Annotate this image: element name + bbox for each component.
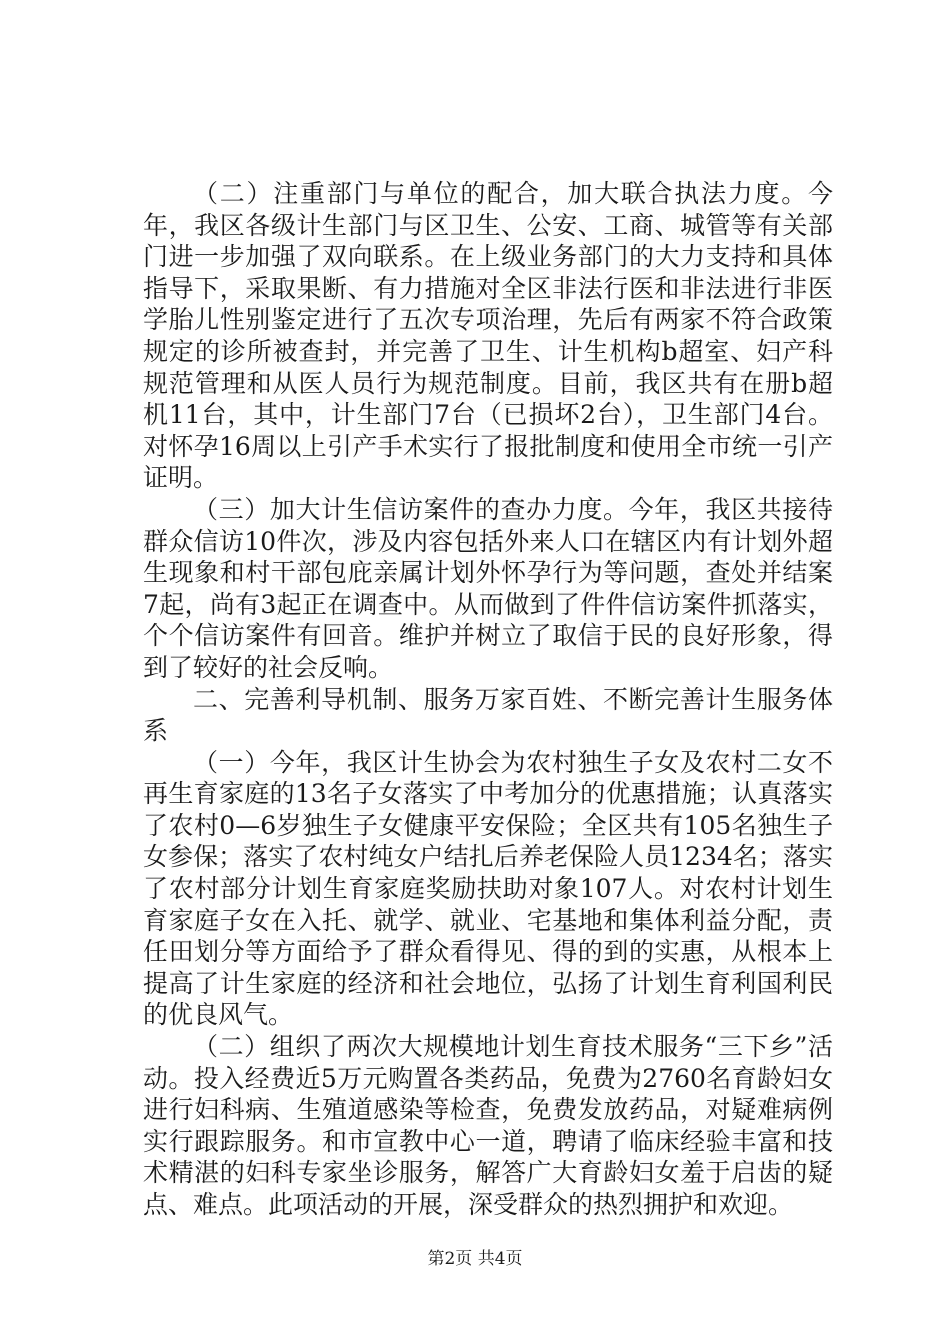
paragraph-coordination: （二）注重部门与单位的配合，加大联合执法力度。今年，我区各级计生部门与区卫生、公安、工商、城管等有关部门进一步加强了双向联系。在上级业务部门的大力支持和具体指导下，采取果断、有力措施对全区非法行医和非法进行非医学胎儿性别鉴定进行了五次专项治理，先后有两家不符合政策规定的诊所被查封，并完善了卫生、计生机构b超室、妇产科规范管理和从医人员行为规范制度。目前，我区共有在册b超机11台，其中，计生部门7台（已损坏2台），卫生部门4台。对怀孕16周以上引产手术实行了报批制度和使用全市统一引产证明。: [143, 179, 833, 493]
document-body: [143, 178, 833, 1221]
page-number-footer: 第2页 共4页: [427, 1249, 523, 1269]
paragraph-three-to-countryside: （二）组织了两次大规模地计划生育技术服务“三下乡”活动。投入经费近5万元购置各类药品，免费为2760名育龄妇女进行妇科病、生殖道感染等检查，免费发放药品，对疑难病例实行跟踪服务。和市宣教中心一道，聘请了临床经验丰富和技术精湛的妇科专家坐诊服务，解答广大育龄妇女羞于启齿的疑点、难点。此项活动的开展，深受群众的热烈拥护和欢迎。: [143, 1032, 833, 1219]
paragraph-incentives: （一）今年，我区计生协会为农村独生子女及农村二女不再生育家庭的13名子女落实了中考加分的优惠措施；认真落实了农村0—6岁独生子女健康平安保险；全区共有105名独生子女参保；落实了农村纯女户结扎后养老保险人员1234名；落实了农村部分计划生育家庭奖励扶助对象107人。对农村计划生育家庭子女在入托、就学、就业、宅基地和集体利益分配，责任田划分等方面给予了群众看得见、得的到的实惠，从根本上提高了计生家庭的经济和社会地位，弘扬了计划生育利国利民的优良风气。: [143, 747, 833, 1030]
paragraph-petitions: （三）加大计生信访案件的查办力度。今年，我区共接待群众信访10件次，涉及内容包括外来人口在辖区内有计划外超生现象和村干部包庇亲属计划外怀孕行为等问题，查处并结案7起，尚有3起正在调查中。从而做到了件件信访案件抓落实，个个信访案件有回音。维护并树立了取信于民的良好形象，得到了较好的社会反响。: [143, 494, 833, 682]
section-heading-service-system: 二、完善利导机制、服务万家百姓、不断完善计生服务体系: [143, 684, 833, 746]
